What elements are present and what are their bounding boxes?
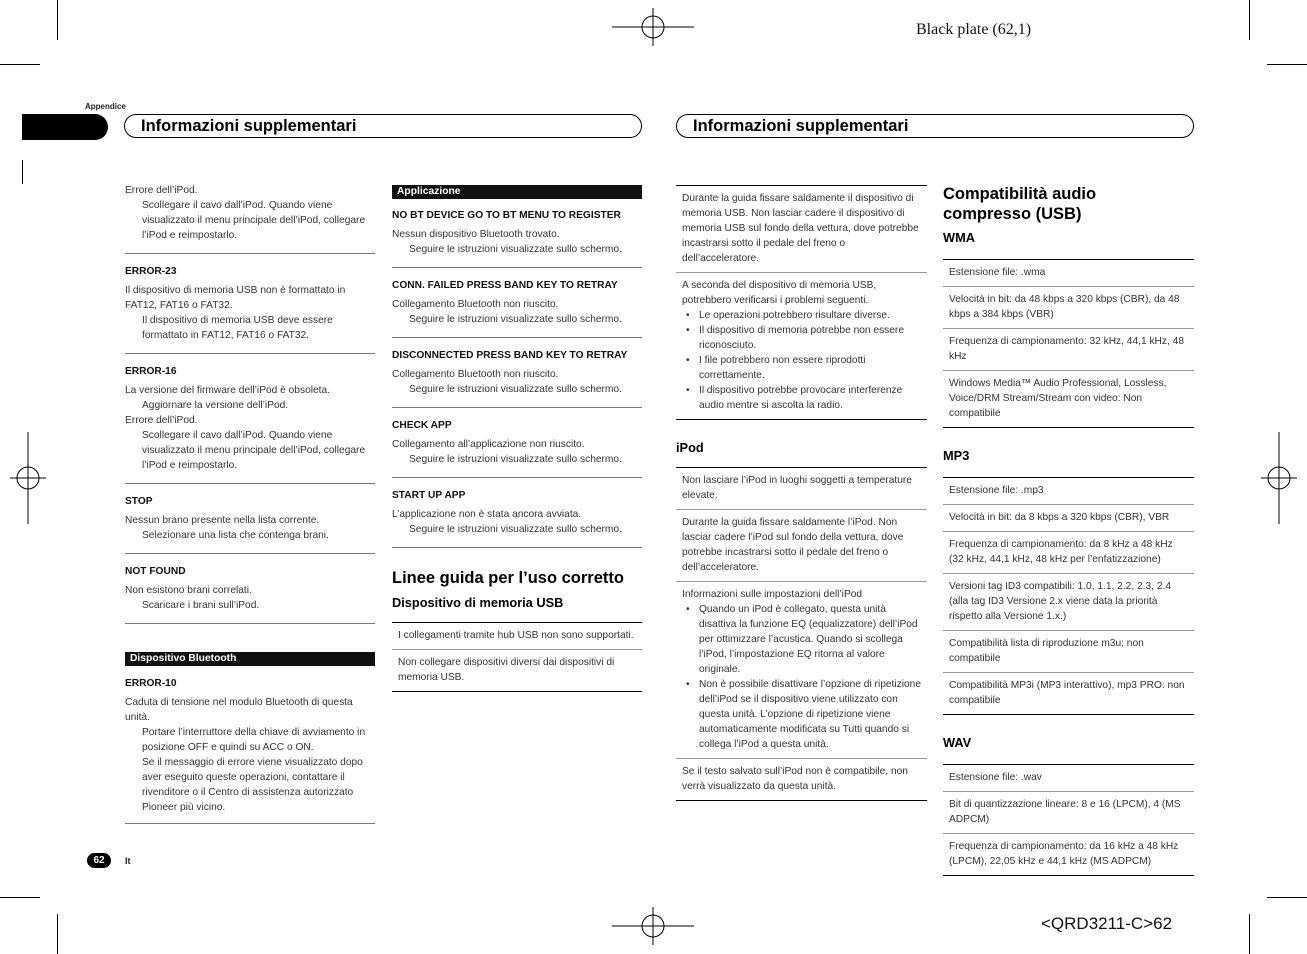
column-4 <box>943 184 1194 876</box>
error-cause: Nessun brano presente nella lista corrente. <box>125 515 320 526</box>
spec-box-wma <box>943 259 1194 428</box>
spec-cell: Versioni tag ID3 compatibili: 1.0, 1.1, 2.2, 2.3, 2.4 (alla tag ID3 Versione 2.x viene data la priorità rispetto alla Versione 1.x.) <box>943 573 1194 630</box>
spec-box-wav <box>943 764 1194 876</box>
bullet-item: • Il dispositivo di memoria potrebbe non essere riconosciuto. <box>682 323 922 353</box>
document-code: <QRD3211-C>62 <box>1041 914 1173 933</box>
registration-mark-icon <box>1261 432 1297 524</box>
appendix-label: Appendice <box>85 102 126 111</box>
bullet-list <box>682 308 922 413</box>
error-code-title: STOP <box>125 496 153 507</box>
note-cell: Non lasciare l’iPod in luoghi soggetti a temperature elevate. <box>682 475 912 501</box>
spec-cell: Frequenza di campionamento: da 16 kHz a 48 kHz (LPCM), 22,05 kHz e 44,1 kHz (MS ADPCM) <box>943 833 1194 875</box>
note-intro: Informazioni sulle impostazioni dell’iPod <box>682 589 863 600</box>
error-code-title: ERROR-23 <box>125 266 177 277</box>
bullet-item: • Non è possibile disattivare l’opzione di ripetizione dell’iPod se il dispositivo viene utilizzato con questa unità. L’opzione di ripetizione viene automaticamente modificata su Tutti quando si collega l’iPod a questa unità. <box>682 677 922 752</box>
bullet-item: • Il dispositivo potrebbe provocare interferenze audio mentre si ascolta la radio. <box>682 383 922 413</box>
error-action: Se il messaggio di errore viene visualizzato dopo aver eseguito queste operazioni, contattare il rivenditore o il Centro di assistenza autorizzato Pioneer più vicino. <box>142 757 363 813</box>
notes-box <box>676 467 927 801</box>
plate-label: Black plate (62,1) <box>916 21 1032 38</box>
subsection-header: Applicazione <box>392 185 642 199</box>
spec-cell: Estensione file: .mp3 <box>949 485 1044 496</box>
error-cause: L’applicazione non è stata ancora avviata. <box>392 509 582 520</box>
error-cause: La versione del firmware dell’iPod è obsoleta. <box>125 385 330 396</box>
note-intro: A seconda del dispositivo di memoria USB, potrebbero verificarsi i problemi seguenti. <box>682 280 877 306</box>
divider <box>392 337 642 338</box>
section-tab <box>22 114 108 140</box>
spec-cell: Estensione file: .wav <box>949 772 1042 783</box>
crop-mark <box>57 914 58 954</box>
note-cell: I collegamenti tramite hub USB non sono supportati. <box>398 630 634 641</box>
divider <box>125 483 375 484</box>
subsection-title: iPod <box>676 440 704 455</box>
note-cell: Durante la guida fissare saldamente il dispositivo di memoria USB. Non lasciar cadere il dispositivo di memoria USB sul fondo della vettura, dove potrebbe incastrarsi sotto il pedale del freno o dell’acceleratore. <box>682 193 919 264</box>
divider <box>392 407 642 408</box>
subsection-header: Dispositivo Bluetooth <box>125 652 375 666</box>
error-code-title: NO BT DEVICE GO TO BT MENU TO REGISTER <box>392 210 621 221</box>
error-cause: Collegamento all’applicazione non riuscito. <box>392 439 585 450</box>
error-cause: Collegamento Bluetooth non riuscito. <box>392 369 559 380</box>
spec-cell: Compatibilità MP3i (MP3 interattivo), mp3 PRO: non compatibile <box>943 672 1194 714</box>
spec-box-mp3 <box>943 477 1194 715</box>
error-cause: Non esistono brani correlati. <box>125 585 252 596</box>
bullet-item: • I file potrebbero non essere riprodotti correttamente. <box>682 353 922 383</box>
subsection-title: MP3 <box>943 448 970 463</box>
spec-cell: Compatibilità lista di riproduzione m3u: non compatibile <box>943 630 1194 672</box>
error-code-title: CHECK APP <box>392 420 452 431</box>
spec-cell: Frequenza di campionamento: da 8 kHz a 48 kHz (32 kHz, 44,1 kHz, 48 kHz per l’enfatizzazione) <box>943 531 1194 573</box>
section-header-left: Informazioni supplementari <box>124 114 642 138</box>
registration-mark-icon <box>612 8 694 46</box>
error-cause: Nessun dispositivo Bluetooth trovato. <box>392 229 560 240</box>
crop-mark <box>1249 0 1250 40</box>
column-1 <box>125 183 375 834</box>
crop-mark <box>1267 897 1307 898</box>
spec-cell: Windows Media™ Audio Professional, Lossless, Voice/DRM Stream/Stream con video: Non compatibile <box>943 370 1194 427</box>
error-cause: Collegamento Bluetooth non riuscito. <box>392 299 559 310</box>
crop-mark <box>1249 914 1250 954</box>
divider <box>125 823 375 824</box>
error-action: Scollegare il cavo dall’iPod. Quando viene visualizzato il menu principale dell’iPod, collegare l’iPod e reimpostarlo. <box>142 200 366 241</box>
spec-cell: Frequenza di campionamento: 32 kHz, 44,1 kHz, 48 kHz <box>943 328 1194 370</box>
divider <box>125 623 375 624</box>
error-action: Aggiornare la versione dell’iPod. <box>142 400 289 411</box>
error-action: Scaricare i brani sull’iPod. <box>142 600 260 611</box>
error-action: Scollegare il cavo dall’iPod. Quando viene visualizzato il menu principale dell’iPod, collegare l’iPod e reimpostarlo. <box>142 430 366 471</box>
error-code-title: START UP APP <box>392 490 466 501</box>
bullet-item: • Quando un iPod è collegato, questa unità disattiva la funzione EQ (equalizzatore) dell’iPod per ottimizzare l’acustica. Quando si scollega l’iPod, l’impostazione EQ ritorna al valore originale. <box>682 602 922 677</box>
spec-cell: Velocità in bit: da 8 kbps a 320 kbps (CBR), VBR <box>943 504 1194 531</box>
page-number: 62 <box>87 853 111 868</box>
spec-cell: Bit di quantizzazione lineare: 8 e 16 (LPCM), 4 (MS ADPCM) <box>943 791 1194 833</box>
crop-mark <box>0 897 40 898</box>
crop-mark <box>1267 64 1307 65</box>
subsection-title: Dispositivo di memoria USB <box>392 595 564 610</box>
bullet-item: • Le operazioni potrebbero risultare diverse. <box>682 308 922 323</box>
column-2 <box>392 185 642 692</box>
error-cause: Il dispositivo di memoria USB non è formattato in FAT12, FAT16 o FAT32. <box>125 285 346 311</box>
error-code-title: CONN. FAILED PRESS BAND KEY TO RETRAY <box>392 280 618 291</box>
registration-mark-icon <box>612 907 694 945</box>
subsection-title: WAV <box>943 735 972 750</box>
note-cell: Se il testo salvato sull’iPod non è compatibile, non verrà visualizzato da questa unità. <box>676 758 927 800</box>
note-cell <box>676 581 927 758</box>
error-action: Seguire le istruzioni visualizzate sullo schermo. <box>409 524 622 535</box>
error-action: Portare l’interruttore della chiave di avviamento in posizione OFF e quindi su ACC o ON. <box>142 727 366 753</box>
language-label: It <box>125 856 131 866</box>
error-code-title: ERROR-10 <box>125 678 177 689</box>
error-cause: Errore dell’iPod. <box>125 185 198 196</box>
section-title: Compatibilità audio compresso (USB) <box>943 185 1097 223</box>
bullet-list <box>682 602 922 752</box>
error-code-title: NOT FOUND <box>125 566 186 577</box>
error-action: Seguire le istruzioni visualizzate sullo schermo. <box>409 314 622 325</box>
error-action: Seguire le istruzioni visualizzate sullo schermo. <box>409 384 622 395</box>
divider <box>392 267 642 268</box>
divider <box>125 353 375 354</box>
note-cell: Non collegare dispositivi diversi dai dispositivi di memoria USB. <box>392 649 642 691</box>
registration-mark-icon <box>10 432 46 524</box>
note-cell: Durante la guida fissare saldamente l’iPod. Non lasciar cadere l’iPod sul fondo della vettura, dove potrebbe incastrarsi sotto il pedale del freno o dell’acceleratore. <box>676 509 927 581</box>
spec-cell: Estensione file: .wma <box>949 267 1046 278</box>
error-code-title: DISCONNECTED PRESS BAND KEY TO RETRAY <box>392 350 628 361</box>
crop-mark <box>57 0 58 40</box>
error-code-title: ERROR-16 <box>125 366 177 377</box>
notes-box <box>676 185 927 420</box>
error-action: Il dispositivo di memoria USB deve essere formattato in FAT12, FAT16 o FAT32. <box>142 315 333 341</box>
divider <box>125 553 375 554</box>
section-title: Linee guida per l’uso corretto <box>392 569 624 587</box>
subsection-title: WMA <box>943 230 975 245</box>
column-3 <box>676 185 927 801</box>
notes-box <box>392 622 642 692</box>
divider <box>392 547 642 548</box>
margin-tick <box>22 160 23 184</box>
error-action: Selezionare una lista che contenga brani. <box>142 530 329 541</box>
divider <box>392 477 642 478</box>
crop-mark <box>0 64 40 65</box>
section-header-right: Informazioni supplementari <box>676 114 1194 138</box>
spec-cell: Velocità in bit: da 48 kbps a 320 kbps (CBR), da 48 kbps a 384 kbps (VBR) <box>943 286 1194 328</box>
error-cause: Errore dell’iPod. <box>125 415 198 426</box>
error-action: Seguire le istruzioni visualizzate sullo schermo. <box>409 454 622 465</box>
note-cell <box>676 272 927 419</box>
divider <box>125 253 375 254</box>
error-cause: Caduta di tensione nel modulo Bluetooth di questa unità. <box>125 697 353 723</box>
error-action: Seguire le istruzioni visualizzate sullo schermo. <box>409 244 622 255</box>
